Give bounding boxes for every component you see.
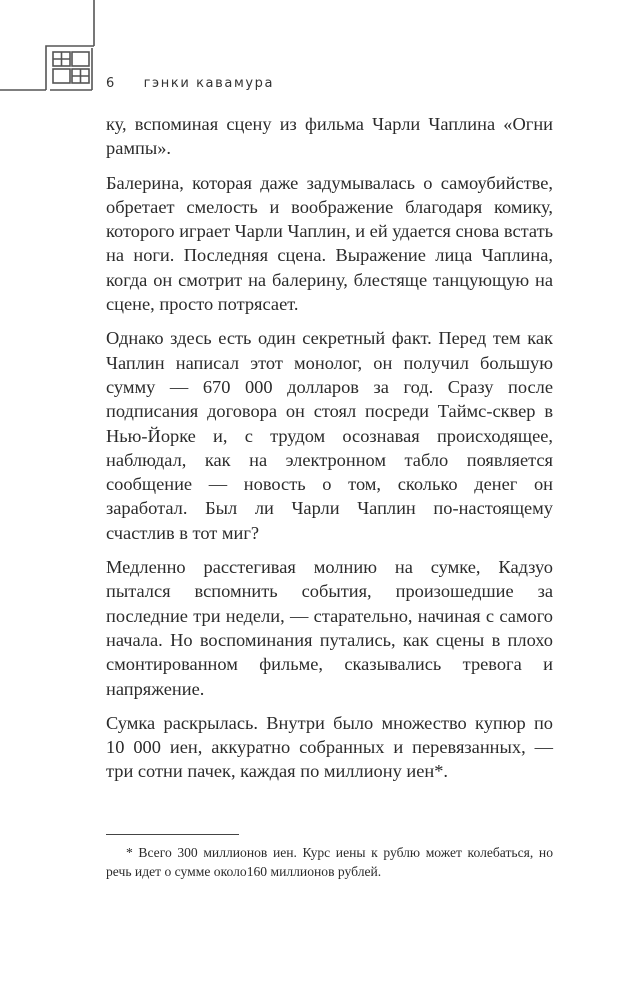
paragraph: ку, вспоминая сцену из фильма Чарли Чаплина «Огни рампы». bbox=[106, 114, 553, 159]
body-text bbox=[106, 112, 553, 794]
page-number: 6 bbox=[106, 76, 116, 91]
running-head bbox=[106, 76, 274, 91]
paragraph: Сумка раскрылась. Внутри было множество купюр по 10 000 иен, аккуратно собранных и перевязанных, — три сотни пачек, каждая по миллиону иен*. bbox=[106, 712, 553, 782]
footnote: * Всего 300 миллионов иен. Курс иены к рублю может колебаться, но речь идет о сумме около160 миллионов рублей. bbox=[106, 845, 553, 879]
footnote-divider bbox=[106, 834, 239, 835]
author-name: гэнки кавамура bbox=[143, 76, 275, 91]
paragraph: Медленно расстегивая молнию на сумке, Кадзуо пытался вспомнить события, произошедшие за последние три недели, — старательно, начиная с самого начала. Но воспоминания путались, как сцены в плохо смонтированном фильме, сказывались тревога и напряжение. bbox=[106, 557, 553, 699]
paragraph: Однако здесь есть один секретный факт. Перед тем как Чаплин написал этот монолог, он получил большую сумму — 670 000 долларов за год. Сразу после подписания договора он стоял посреди Таймс-сквер в Нью-Йорке и, с трудом осознавая происходящее, наблюдал, как на электронном табло появляется сообщение — новость о том, сколько денег он заработал. Был ли Чарли Чаплин по-настоящему счастлив в тот миг? bbox=[106, 328, 553, 543]
paragraph: Балерина, которая даже задумывалась о самоубийстве, обретает смелость и воображение благодаря комику, которого играет Чарли Чаплин, и ей удается снова встать на ноги. Последняя сцена. Выражение лица Чаплина, когда он смотрит на балерину, блестяще танцующую на сцене, просто потрясает. bbox=[106, 172, 553, 315]
corner-ornament-icon bbox=[0, 0, 110, 100]
